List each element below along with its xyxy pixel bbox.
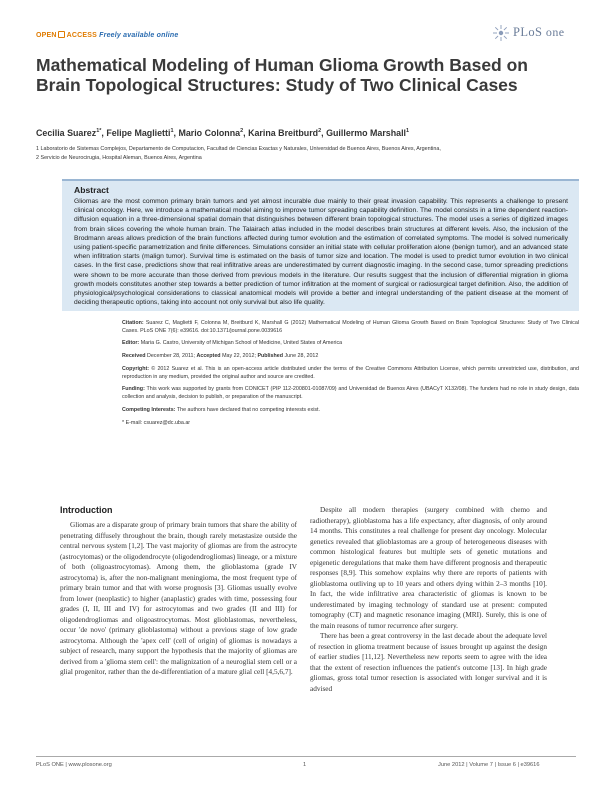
- dates-block: [122, 353, 579, 361]
- affiliation: 2 Servicio de Neurocirugia, Hospital Aleman, Buenos Aires, Argentina: [36, 155, 202, 161]
- copyright-text: © 2012 Suarez et al. This is an open-access article distributed under the terms of the Creative Commons Attribution License, which permits unrestricted use, distribution, and reproduction in any medium, provided the original author and source are credited.: [122, 366, 579, 380]
- published-label: Published: [257, 353, 283, 359]
- logo-plos-text: PLoS: [513, 25, 543, 39]
- funding-label: Funding:: [122, 386, 145, 392]
- open-access-label: [36, 31, 178, 39]
- open-label: OPEN: [36, 32, 57, 39]
- right-column: [310, 505, 547, 694]
- body-paragraph: Gliomas are a disparate group of primary brain tumors that share the ability of penetrating diffusely throughout the brain, though rarely metastasize outside the central nervous system [1,2]. The vast majority of gliomas are from the astrocyte (astrocytomas) or the oligodendrocyte (oligodendrogliomas) lineage, or a mixture of both (oligoastrocytomas). Among them, the glioblastoma (grade IV astrocytoma) is, after the non-malignant meningioma, the most frequent type of primary brain tumor and that with worse prognosis [3]. Gliomas usually evolve from lower (neoplastic) to higher (anaplastic) grades with time, possessing four grades (I, II, III and IV) for astrocytomas and two grades (II and III) for oligodendrogliomas and oligoastrocytomas. Most glioblastomas, nevertheless, occur 'de novo' (primary glioblastoma) without a previous stage of low grade astrocytoma. Although the 'apex cell' (cell of origin) of gliomas is nowadays a subject of research, many support the hypothesis that the majority of gliomas are derived from a 'glioma stem cell': the malignization of a neuroglial stem cell or a glial progenitor, rather than the de-differentiation of a mature glial cell [4,5,6,7].: [60, 521, 297, 676]
- editor-label: Editor:: [122, 340, 140, 346]
- body-paragraph: Despite all modern therapies (surgery combined with chemo and radiotherapy), glioblastoma has a life expectancy, after diagnosis, of only around 14 months. This constitutes a real challenge for present day oncology. Molecular genetics revealed that glioblastomas are a group of heterogeneous diseases with common histological features but multiple sets of genetic mutations and epigenetic deregulations that make them have different prognosis and therapeutic responses [8,9]. This somehow explains why there are reports of patients with glioblastoma outliving up to 10 years and others dying within 2–3 months [10]. In fact, the wide infiltrative area characteristic of gliomas is known to be underestimated by imaging technology of standard use at present: computed tomography (CT) and magnetic resonance imaging (MRI). Surely, this is one of the main reasons of tumor recurrence after surgery.: [310, 506, 547, 630]
- citation-block: [122, 320, 579, 335]
- author-name: Cecilia Suarez: [36, 128, 97, 138]
- freely-available-label: Freely available online: [99, 32, 179, 39]
- editor-block: [122, 340, 579, 348]
- author-affiliation-mark: 2: [240, 128, 244, 135]
- abstract-heading: Abstract: [74, 185, 109, 195]
- funding-block: [122, 386, 579, 401]
- logo-one-text: one: [545, 25, 565, 39]
- footer-divider: [36, 756, 576, 757]
- author-name: Felipe Maglietti: [106, 128, 171, 138]
- author-affiliation-mark: 1: [170, 128, 174, 135]
- author-list: Cecilia Suarez$^{1*}$, Felipe Maglietti$^1$, Mario Colonna$^2$, Karina Breitburd$^2$, Guillermo Marshall$^1$: [36, 128, 410, 138]
- published-value: June 28, 2012: [284, 353, 319, 359]
- received-value: December 28, 2011;: [146, 353, 195, 359]
- competing-interests-block: [122, 407, 579, 415]
- plos-sunburst-icon: [492, 24, 510, 42]
- author-affiliation-mark: 1: [406, 128, 410, 135]
- funding-text: This work was supported by grants from CONICET (PIP 112-200801-01087/09) and Universidad de Buenos Aires (UBACyT X132/08). The funders had no role in study design, data collection and analysis, decision to publish, or preparation of the manuscript.: [122, 386, 579, 400]
- introduction-heading: Introduction: [60, 505, 113, 515]
- paper-title: Mathematical Modeling of Human Glioma Growth Based on Brain Topological Structures: Study of Two Clinical Cases: [36, 55, 528, 95]
- citation-text: Suarez C, Maglietti F, Colonna M, Breitburd K, Marshall G (2012) Mathematical Modeling of Human Glioma Growth Based on Brain Topological Structures: Study of Two Clinical Cases. PLoS ONE 7(6): e39616. doi:10.1371/journal.pone.0039616: [122, 320, 579, 334]
- accepted-label: Accepted: [196, 353, 221, 359]
- competing-text: The authors have declared that no competing interests exist.: [176, 407, 321, 413]
- author-affiliation-mark: 2: [318, 128, 322, 135]
- copyright-block: [122, 366, 579, 381]
- plos-one-logo: [492, 22, 578, 44]
- footer-journal: PLoS ONE | www.plosone.org: [36, 762, 112, 768]
- competing-label: Competing Interests:: [122, 407, 176, 413]
- email-line: * E-mail: csuarez@dc.uba.ar: [122, 420, 191, 426]
- citation-label: Citation:: [122, 320, 144, 326]
- copyright-label: Copyright:: [122, 366, 150, 372]
- author-name: Guillermo Marshall: [326, 128, 407, 138]
- body-paragraph: There has been a great controversy in the last decade about the adequate level of resection in glioma treatment because of issues brought up against the design of earlier studies [11,12]. Nevertheless new reports seem to agree with the idea that the extent of resection influences the patient's outcome [13]. In high grade gliomas, gross total tumor resection is associated with longer survival and it is advised: [310, 632, 547, 693]
- abstract-text: Gliomas are the most common primary brain tumors and yet almost incurable due mainly to their great invasion capability. This represents a challenge to present clinical oncology. Here, we introduce a mathematical model aiming to improve tumor spreading capability definition. The model consists in a time dependent reaction-diffusion equation in a three-dimensional spatial domain that distinguishes between different brain topological structures. The model uses a series of digitized images from brain slices covering the whole human brain. The Talairach atlas included in the model describes brain structures at different levels. Also, the inclusion of the Brodmann areas allows prediction of the brain functions affected during tumor evolution and the estimation of correlated symptoms. The model is solved numerically using patient-specific parametrization and finite differences. Simulations consider an initial state with cellular proliferation alone (benign tumor), and an advanced state when infiltration starts (malign tumor). Survival time is estimated on the basis of tumor size and location. The model is used to predict tumor evolution in two clinical cases. In the first case, predictions show that real infiltrative areas are underestimated by current diagnostic imaging. In the second case, tumor spreading predictions were shown to be more accurate than those derived from previous models in the literature. Our results suggest that the inclusion of differential migration in glioma growth models constitutes another step towards a better prediction of tumor infiltration at the moment of surgical or radiosurgical target definition. Also, the addition of physiological/psychological considerations to classical anatomical models will provide a better and integral understanding of the patient disease at the moment of deciding therapeutic options, taking into account not only survival but also life quality.: [74, 198, 568, 307]
- page-number: 1: [303, 762, 307, 768]
- accepted-value: May 22, 2012;: [222, 353, 256, 359]
- editor-text: Maria G. Castro, University of Michigan School of Medicine, United States of America: [140, 340, 343, 346]
- affiliation: 1 Laboratorio de Sistemas Complejos, Departamento de Computacion, Facultad de Ciencias Exactas y Naturales, Universidad de Buenos Aires, Buenos Aires, Argentina,: [36, 146, 441, 152]
- access-label: ACCESS: [66, 32, 98, 39]
- author-affiliation-mark: 1*: [96, 128, 102, 135]
- lock-icon: [58, 31, 65, 38]
- author-name: Karina Breitburd: [248, 128, 319, 138]
- footer-issue-info: June 2012 | Volume 7 | Issue 6 | e39616: [438, 762, 540, 768]
- author-name: Mario Colonna: [178, 128, 241, 138]
- received-label: Received: [122, 353, 146, 359]
- left-column: [60, 520, 297, 678]
